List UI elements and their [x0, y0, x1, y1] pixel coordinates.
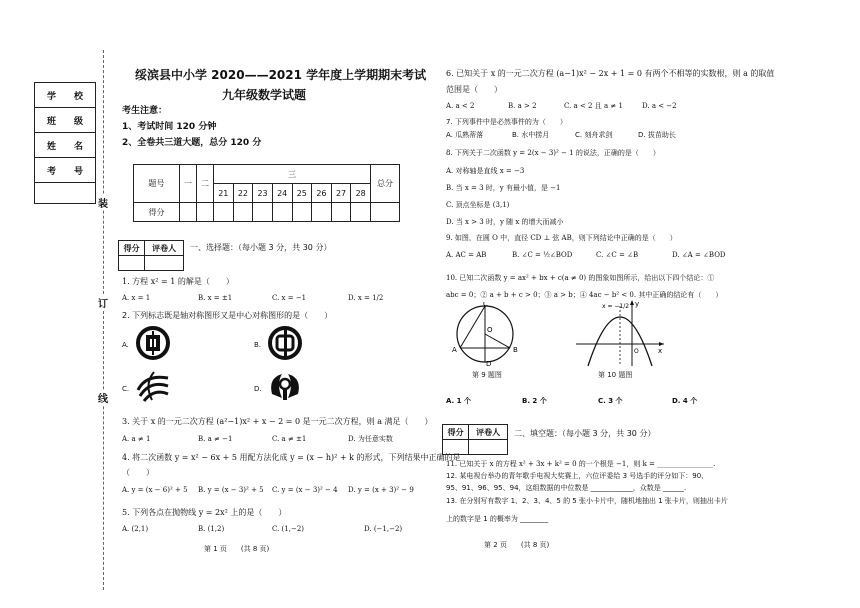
score-cell	[180, 203, 197, 222]
q3-option-c: C. a ≠ ±1	[272, 435, 307, 443]
q10-option-b: B. 2 个	[522, 397, 547, 405]
binding-char-zhuang: 装	[98, 195, 108, 210]
figure-9-caption: 第 9 题图	[472, 371, 502, 379]
grader-table-1	[118, 240, 184, 271]
score-cell	[214, 203, 234, 222]
exam-number-label: 考 号	[35, 158, 96, 183]
notice-1: 1、考试时间 120 分钟	[122, 122, 217, 132]
score-cell	[371, 203, 400, 222]
fig9-label-c: C	[483, 302, 488, 308]
score-cell	[272, 203, 292, 222]
q8-option-c: C. 顶点坐标是 (3,1)	[446, 201, 510, 209]
q8-stem: 8. 下列关于二次函数 y = 2(x − 3)² − 1 的说法，正确的是（ ）	[446, 149, 660, 157]
score-cell	[197, 203, 214, 222]
blank-cell	[35, 183, 96, 204]
school-label: 学 校	[35, 83, 96, 108]
q6-stem: 6. 已知关于 x 的一元二次方程 (a−1)x² − 2x + 1 = 0 有两个不相等的实数根，则 a 的取值	[446, 69, 775, 78]
fig9-label-a: A	[452, 346, 457, 354]
q4-option-c: C. y = (x − 3)² − 4	[272, 486, 338, 494]
q4-stem: 4. 将二次函数 y = x² − 6x + 5 用配方法化成 y = (x − h)² + k 的形式，下列结果中正确的是	[122, 453, 461, 462]
student-info-table	[34, 82, 96, 204]
q2-option-a: A.	[122, 341, 129, 349]
score-header-num: 题号	[134, 165, 180, 203]
score-cell	[351, 203, 371, 222]
q6-option-d: D. a < −2	[642, 102, 677, 110]
score-header-one: 一	[180, 165, 197, 203]
exam-subtitle: 九年级数学试题	[222, 88, 307, 102]
fig10-origin-label: O	[634, 348, 639, 355]
q7-option-d: D. 拔苗助长	[638, 131, 676, 139]
score-cell	[253, 203, 273, 222]
binding-line	[103, 50, 104, 590]
q2-option-d: D.	[254, 385, 262, 393]
q6-stem2: 范围是（ ）	[446, 85, 502, 94]
fig10-x-label: x	[658, 347, 663, 355]
q5-option-a: A. (2,1)	[122, 525, 149, 533]
name-label: 姓 名	[35, 133, 96, 158]
q4-option-d: D. y = (x + 3)² − 9	[348, 486, 414, 494]
page-footer-right: 第 2 页 (共 8 页)	[484, 541, 550, 549]
q10-option-d: D. 4 个	[672, 397, 698, 405]
figure-10-parabola-graph	[572, 298, 668, 368]
notice-2: 2、全卷共三道大题，总分 120 分	[122, 138, 262, 148]
grader-table-2	[442, 424, 508, 455]
grader-label: 评卷人	[469, 425, 508, 440]
q4-option-a: A. y = (x − 6)² + 5	[122, 486, 188, 494]
score-cell	[233, 203, 253, 222]
grader-label: 评卷人	[145, 241, 184, 256]
score-sub-21: 21	[214, 184, 234, 203]
score-sub-25: 25	[292, 184, 312, 203]
q5-option-b: B. (1,2)	[198, 525, 225, 533]
grader-cell	[469, 440, 508, 455]
score-cell	[292, 203, 312, 222]
score-header-total: 总分	[371, 165, 400, 203]
logo-boc-icon	[266, 325, 304, 361]
q12-line2: 95、91、96、95、94，这组数据的中位数是 ____________，众数是 ______.	[446, 484, 687, 492]
score-header-two: 二	[197, 165, 214, 203]
q6-option-c: C. a < 2 且 a ≠ 1	[564, 102, 623, 110]
q7-option-c: C. 刻舟求剑	[575, 131, 613, 139]
notice-title: 考生注意：	[122, 106, 168, 116]
fig9-label-d: D	[486, 360, 492, 366]
fig10-axis-label: x = −1/2	[602, 303, 630, 310]
q5-option-c: C. (1,−2)	[272, 525, 305, 533]
grader-cell	[443, 440, 469, 455]
q6-option-a: A. a < 2	[446, 102, 475, 110]
q7-option-b: B. 水中捞月	[512, 131, 550, 139]
q13-line2: 上的数字是 1 的概率为 ________	[446, 515, 549, 523]
score-sub-22: 22	[233, 184, 253, 203]
q1-option-b: B. x = ±1	[198, 294, 233, 302]
grader-cell	[145, 256, 184, 271]
grader-cell	[119, 256, 145, 271]
q1-option-d: D. x = 1/2	[348, 294, 384, 302]
q3-stem: 3. 关于 x 的一元二次方程 (a²−1)x² + x − 2 = 0 是一元二次方程，则 a 满足（ ）	[122, 417, 433, 426]
score-row-label: 得分	[134, 203, 180, 222]
fig9-label-o: O	[487, 326, 493, 334]
page-footer-left: 第 1 页 (共 8 页)	[204, 545, 270, 553]
q3-option-d: D. 为任意实数	[348, 435, 393, 443]
score-header-three: 三	[214, 165, 371, 184]
score-table	[133, 164, 400, 222]
q7-option-a: A. 瓜熟蒂落	[446, 131, 484, 139]
q10-option-a: A. 1 个	[446, 397, 471, 405]
section2-title: 二、填空题：（每小题 3 分，共 30 分）	[514, 429, 656, 438]
q9-stem: 9. 如图，在圆 O 中，直径 CD ⊥ 弦 AB，则下列结论中正确的是（ ）	[446, 234, 677, 242]
q1-option-c: C. x = −1	[272, 294, 307, 302]
q10-option-c: C. 3 个	[598, 397, 623, 405]
q2-option-c: C.	[122, 385, 130, 393]
q6-option-b: B. a > 2	[508, 102, 537, 110]
q10-stem: 10. 已知二次函数 y = ax² + bx + c(a ≠ 0) 的图象如图所示，给出以下四个结论：①	[446, 274, 715, 282]
q8-option-d: D. 当 x > 3 时，y 随 x 的增大而减小	[446, 218, 564, 226]
score-sub-23: 23	[253, 184, 273, 203]
fig10-y-label: y	[635, 300, 640, 308]
q3-option-a: A. a ≠ 1	[122, 435, 151, 443]
score-cell	[312, 203, 332, 222]
q1-stem: 1. 方程 x² = 1 的解是（ ）	[122, 277, 234, 286]
section1-title: 一、选择题：（每小题 3 分，共 30 分）	[190, 243, 332, 252]
score-sub-26: 26	[312, 184, 332, 203]
q5-option-d: D. (−1,−2)	[364, 525, 403, 533]
q5-stem: 5. 下列各点在抛物线 y = 2x² 上的是（ ）	[122, 508, 287, 517]
binding-char-xian: 线	[98, 390, 108, 405]
binding-char-ding: 订	[98, 295, 108, 310]
q10-stem2: abc = 0；② a + b + c > 0；③ a > b；④ 4ac − b² < 0. 其中正确的结论有（ ）	[446, 291, 723, 299]
score-sub-27: 27	[331, 184, 351, 203]
score-cell	[331, 203, 351, 222]
figure-10-caption: 第 10 题图	[598, 371, 633, 379]
q7-stem: 7. 下列事件中是必然事件的为（ ）	[446, 118, 567, 126]
q9-option-b: B. ∠C = ½∠BOD	[512, 251, 573, 259]
q9-option-c: C. ∠C = ∠B	[596, 251, 639, 259]
q11-stem: 11. 已知关于 x 的方程 x² + 3x + k² = 0 的一个根是 −1，则 k = ________________.	[446, 460, 716, 468]
q2-stem: 2. 下列标志既是轴对称图形又是中心对称图形的是（ ）	[122, 311, 333, 320]
exam-title: 绥滨县中小学 2020——2021 学年度上学期期末考试	[135, 68, 427, 82]
q8-option-b: B. 当 x = 3 时，y 有最小值，是 −1	[446, 184, 561, 192]
fig9-label-b: B	[513, 346, 518, 354]
q4-option-b: B. y = (x − 3)² + 5	[198, 486, 264, 494]
logo-icbc-icon	[134, 325, 172, 361]
q13-line1: 13. 在分别写有数字 1、2、3、4、5 的 5 张小卡片中，随机地抽出 1 张卡片，则抽出卡片	[446, 497, 728, 505]
grader-score-label: 得分	[119, 241, 145, 256]
q3-option-b: B. a ≠ −1	[198, 435, 233, 443]
q4-paren: （ ）	[122, 468, 154, 477]
q2-option-b: B.	[254, 341, 262, 349]
score-sub-28: 28	[351, 184, 371, 203]
logo-cmcc-icon	[134, 368, 172, 404]
logo-agri-icon	[266, 368, 304, 404]
class-label: 班 级	[35, 108, 96, 133]
q9-option-a: A. AC = AB	[446, 251, 487, 259]
q12-line1: 12. 某电视台举办的青年歌手电视大奖赛上，六位评委给 3 号选手的评分如下：90、	[446, 472, 709, 480]
q1-option-a: A. x = 1	[122, 294, 151, 302]
score-sub-24: 24	[272, 184, 292, 203]
grader-score-label: 得分	[443, 425, 469, 440]
figure-9-circle-diagram	[448, 302, 522, 366]
q8-option-a: A. 对称轴是直线 x = −3	[446, 167, 525, 175]
q9-option-d: D. ∠A = ∠BOD	[672, 251, 726, 259]
